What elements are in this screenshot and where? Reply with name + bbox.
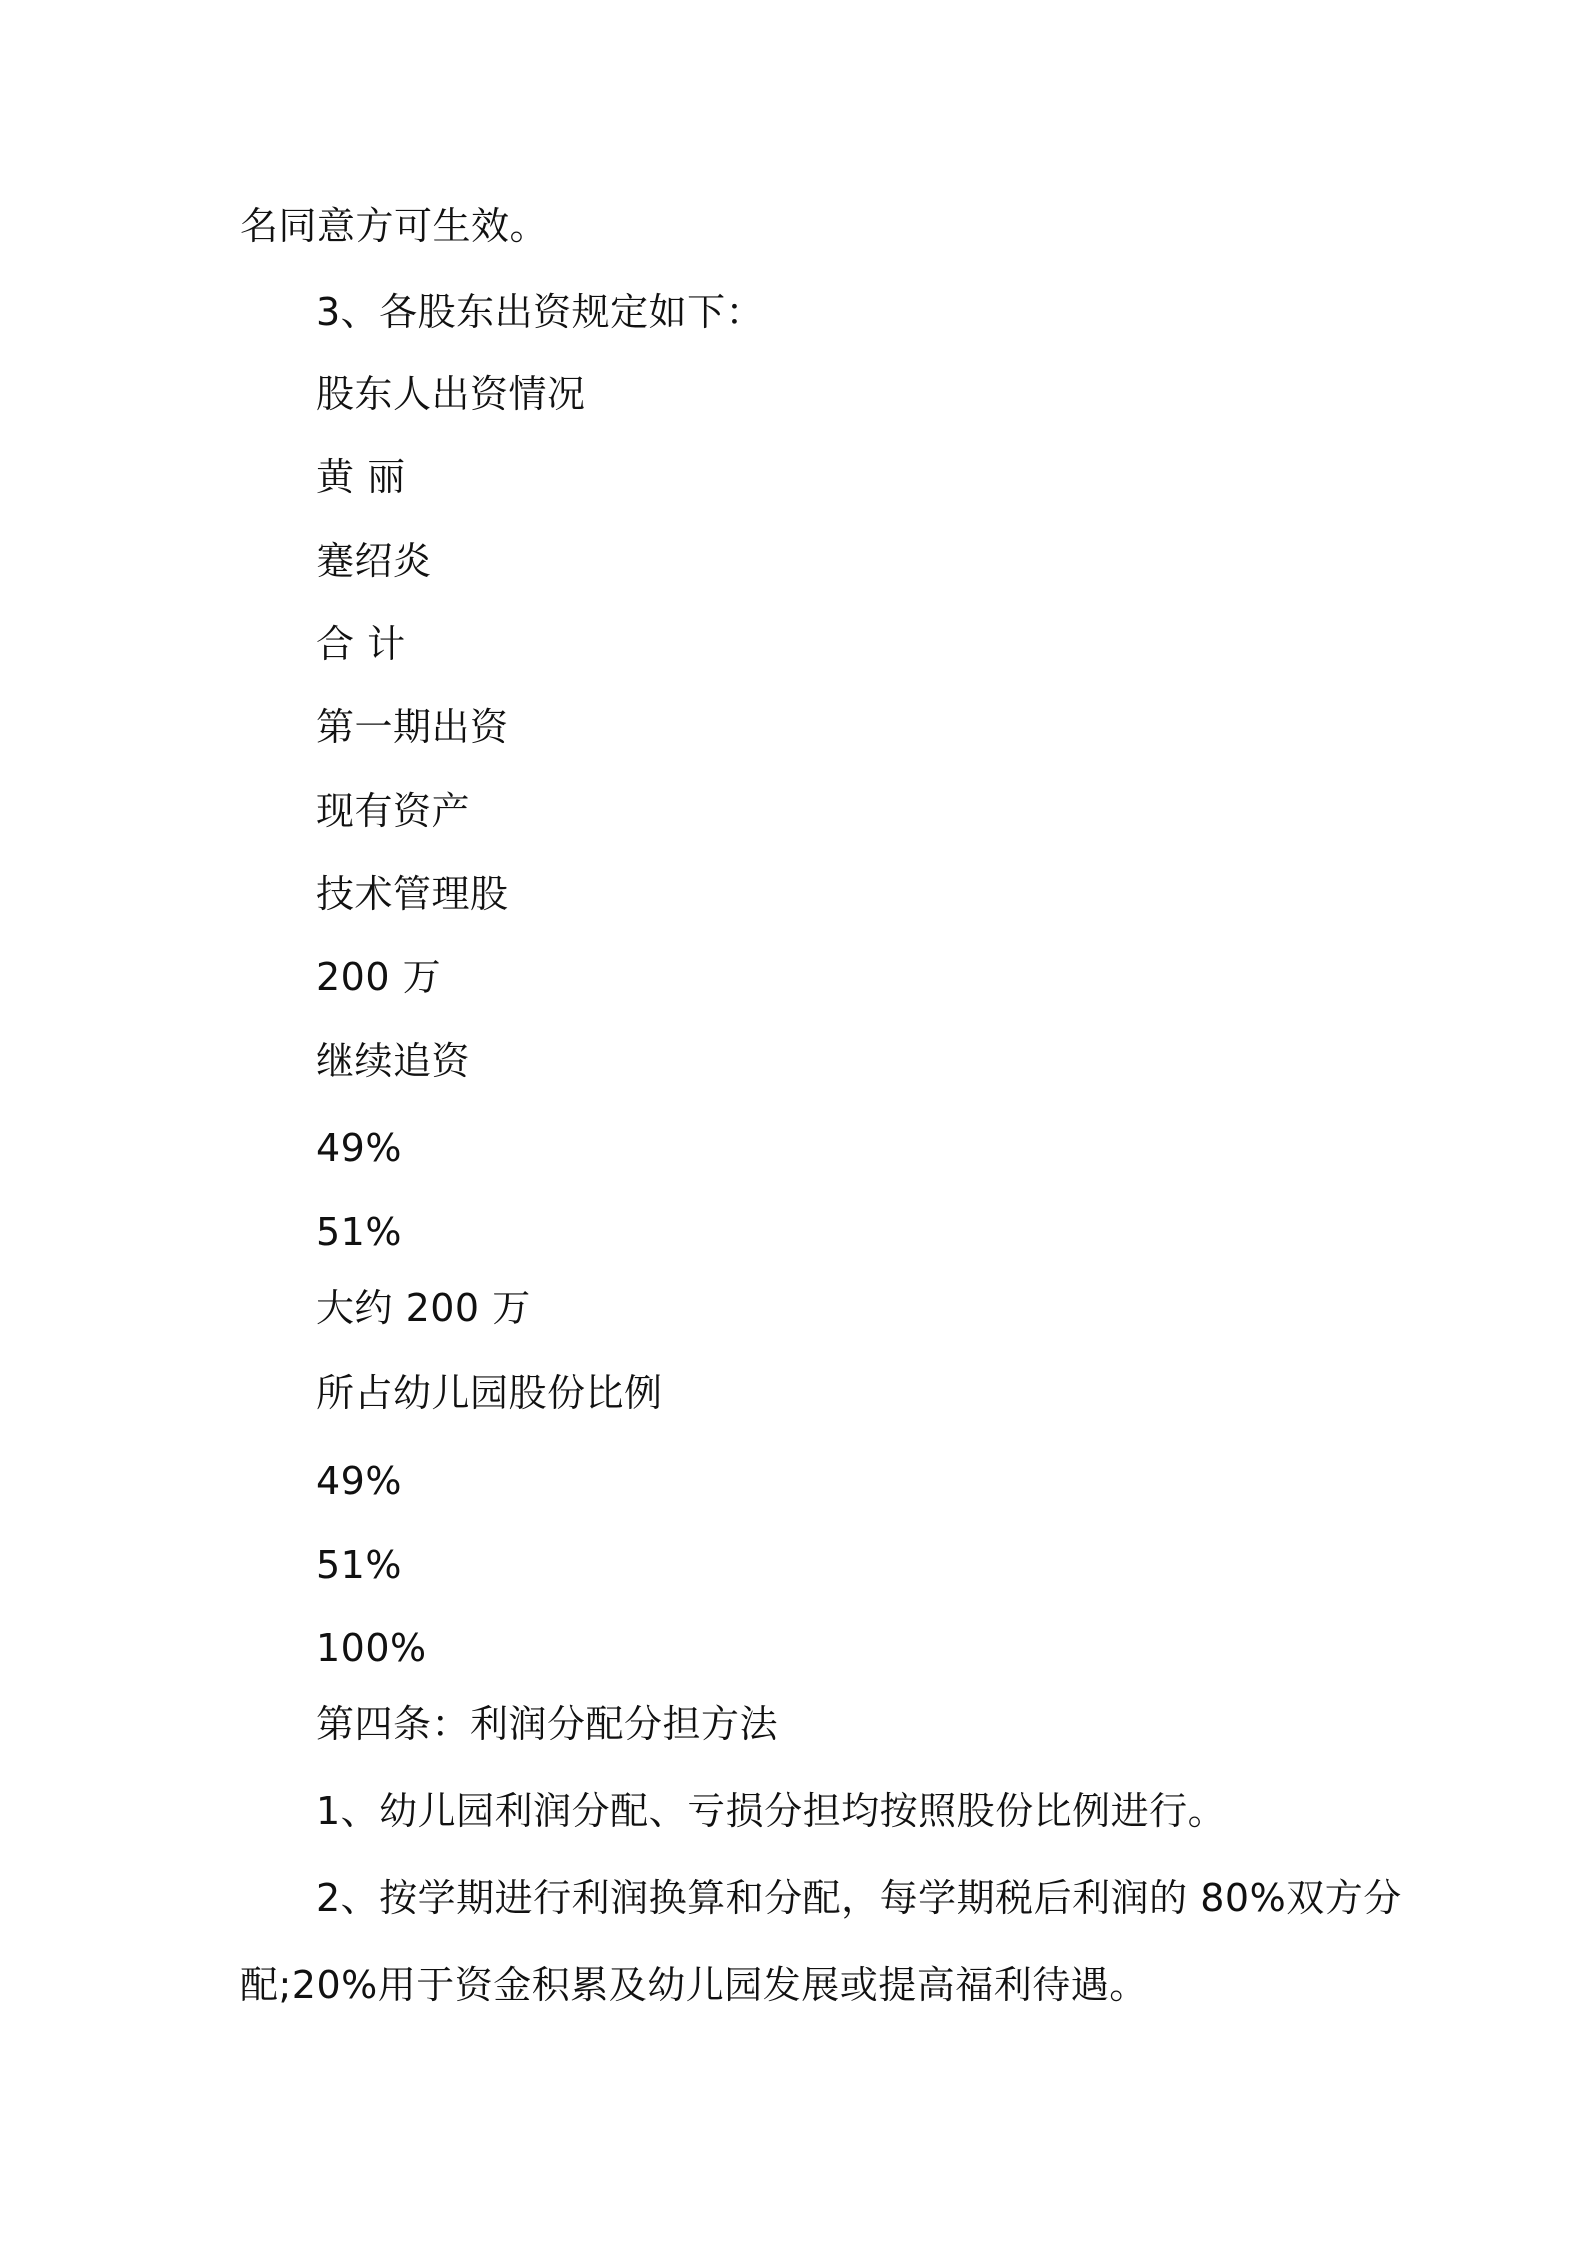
table-header-shareholder: 股东人出资情况 [316,372,586,416]
approx-amount-value: 大约 200 万 [316,1286,531,1330]
share-value-1: 49% [316,1126,402,1170]
total-label: 合 计 [316,622,406,666]
additional-investment-header: 继续追资 [316,1039,471,1083]
tech-management-label: 技术管理股 [316,872,509,916]
shareholder-name-2: 蹇绍炎 [316,539,432,583]
share-ratio-header: 所占幼儿园股份比例 [316,1371,663,1415]
article-4-item-2: 2、按学期进行利润换算和分配，每学期税后利润的 80%双方分 [316,1876,1402,1920]
share-value-2: 51% [316,1210,402,1254]
ratio-value-2: 51% [316,1543,402,1587]
article-4-item-2-continuation: 配;20%用于资金积累及幼儿园发展或提高福利待遇。 [240,1963,1148,2007]
shareholder-name-1: 黄 丽 [316,455,406,499]
clause-3-heading: 3、各股东出资规定如下： [316,290,765,334]
ratio-value-1: 49% [316,1459,402,1503]
amount-value: 200 万 [316,955,442,999]
ratio-total: 100% [316,1626,427,1670]
article-4-item-1: 1、幼儿园利润分配、亏损分担均按照股份比例进行。 [316,1789,1227,1833]
existing-assets-label: 现有资产 [316,789,471,833]
paragraph-continuation: 名同意方可生效。 [240,204,549,248]
article-4-heading: 第四条：利润分配分担方法 [316,1702,779,1746]
first-phase-header: 第一期出资 [316,705,509,749]
